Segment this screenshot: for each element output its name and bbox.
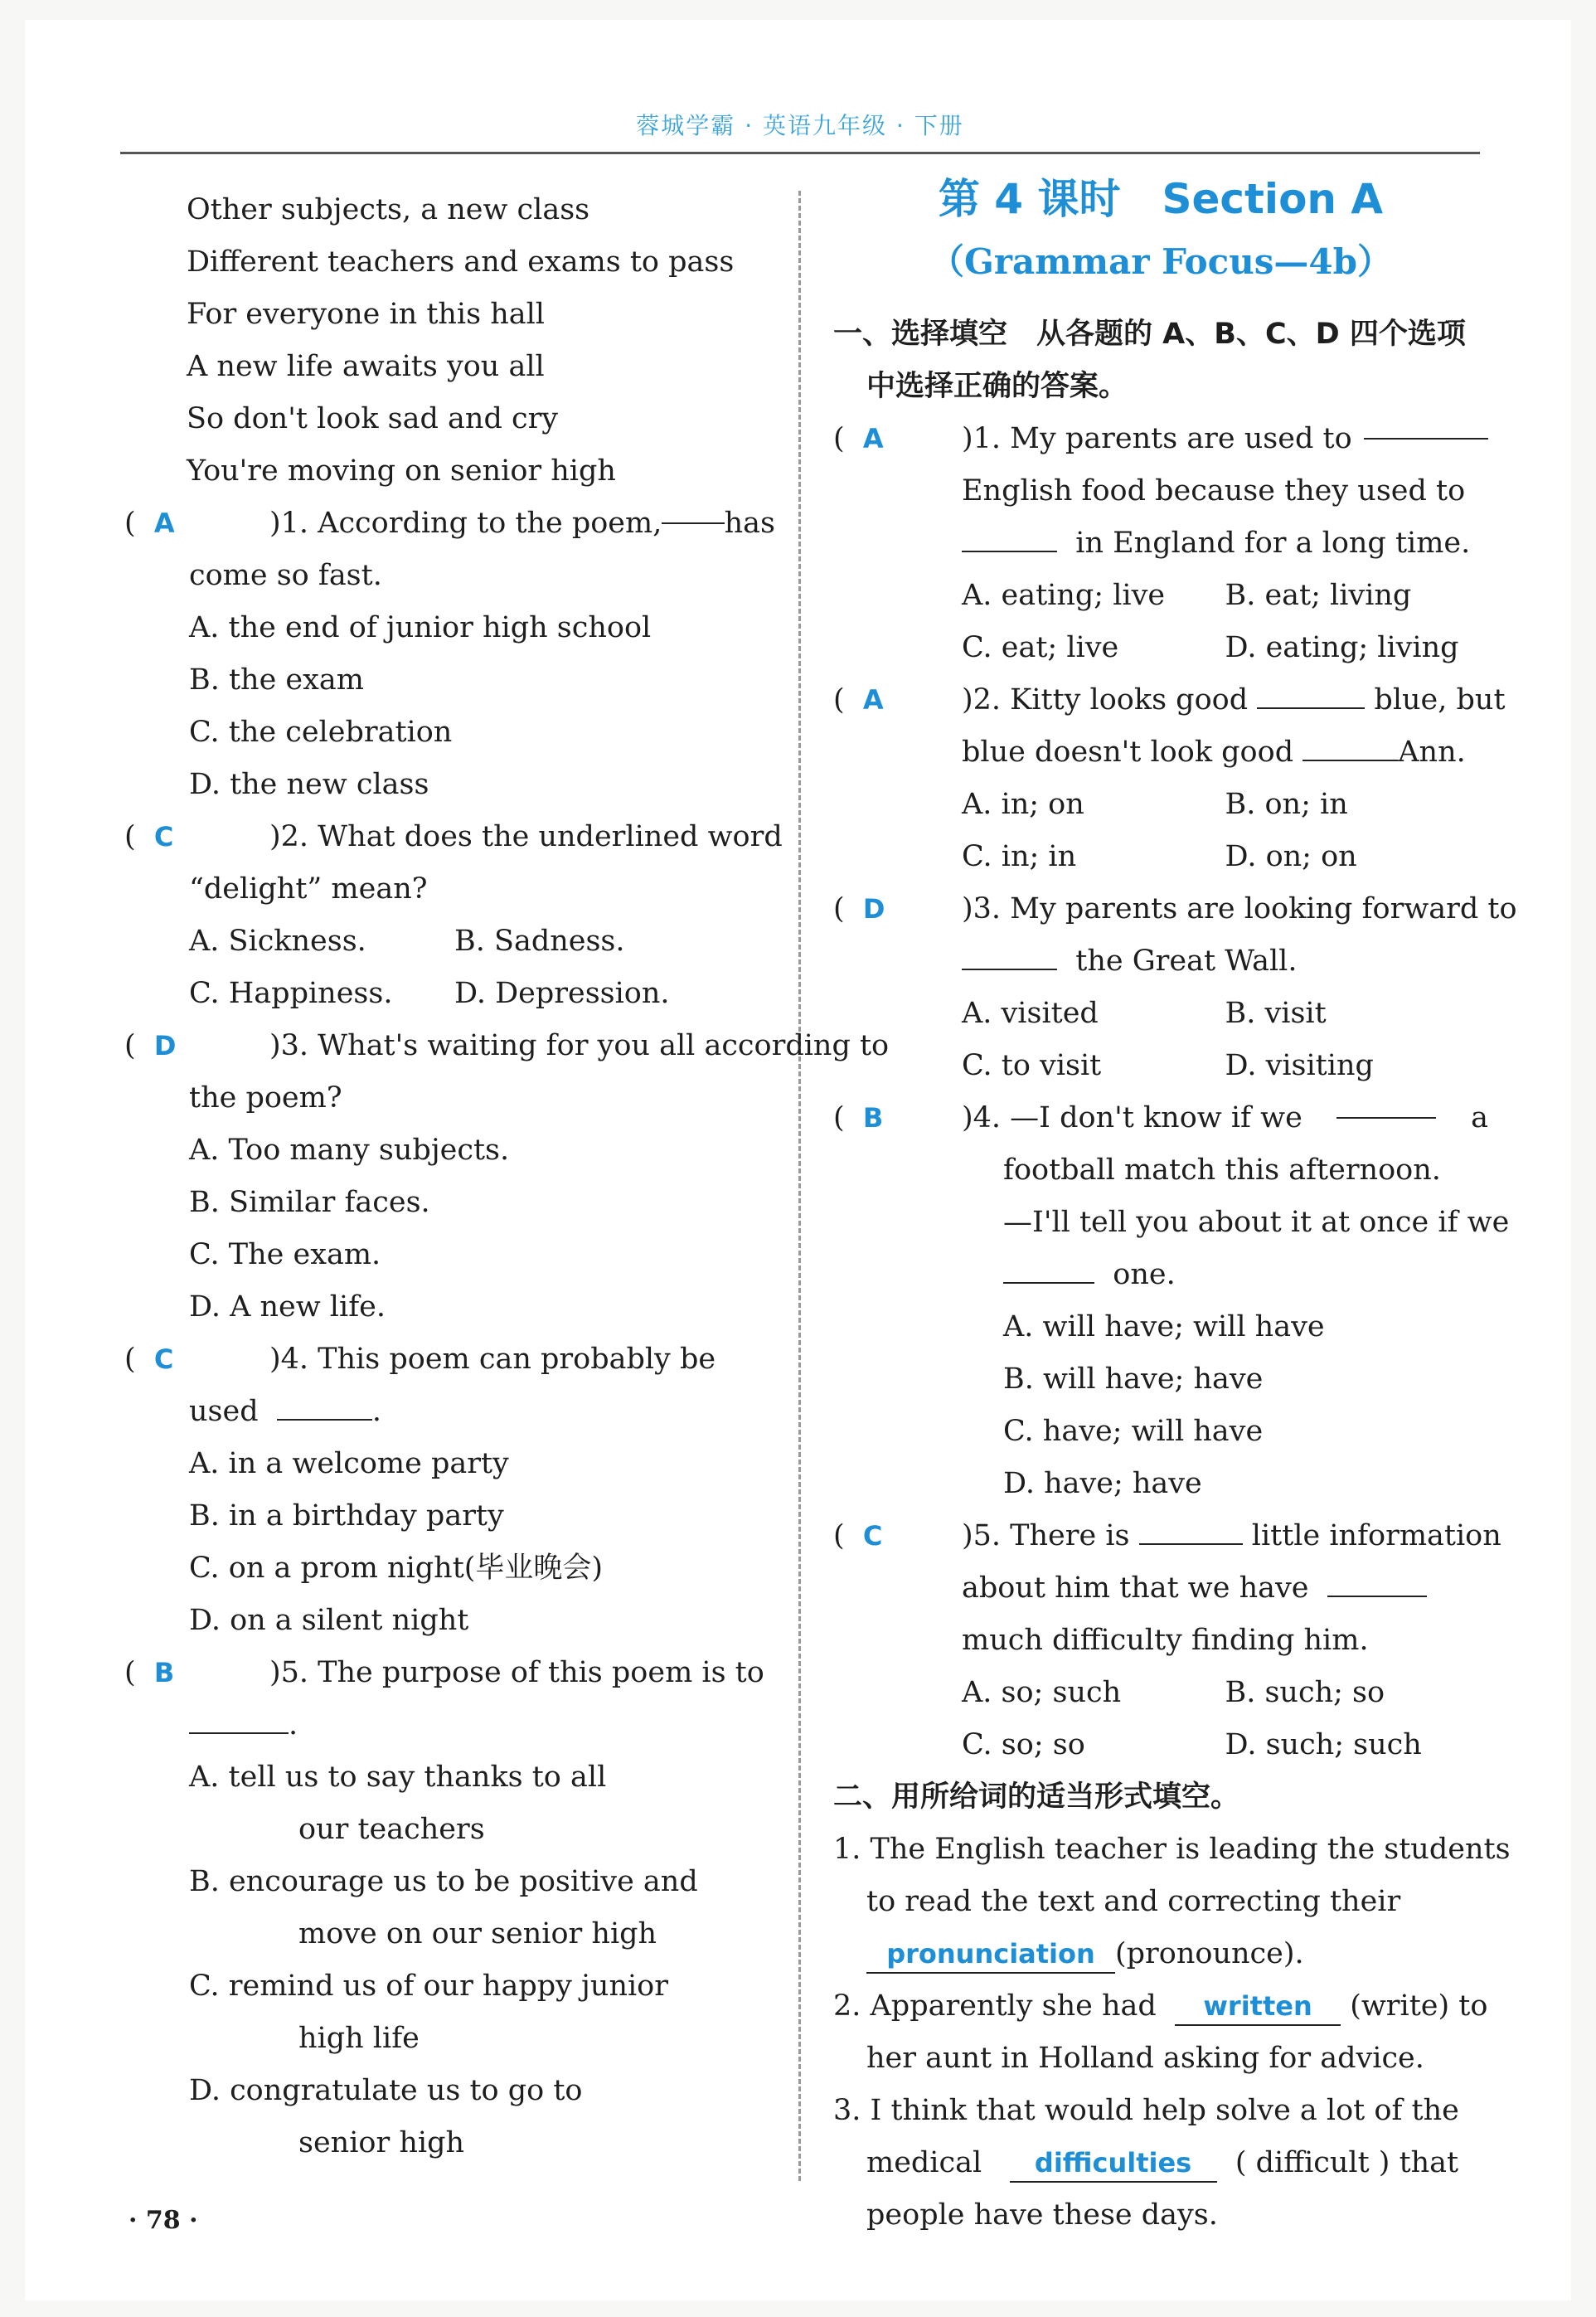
answer-blank xyxy=(962,944,1057,970)
page-header: 蓉城学霸 · 英语九年级 · 下册 xyxy=(636,112,964,139)
lesson-title: 第 4 课时 Section A xyxy=(938,175,1384,223)
option: B. visit xyxy=(1225,997,1327,1030)
question-4: ( C )4. This poem can probably be xyxy=(124,1343,716,1376)
option: A. tell us to say thanks to all xyxy=(189,1761,607,1794)
left-column: Other subjects, a new class Different teachers and exams to pass For everyone in this hall A new life awaits you all So don't look sad and cry You're moving on senior high ( A )1. According to the poem, has come so fast. A. the end of junior high school B. the exam C. the celebration D. the new class ( C )2. What does the underlined word “delight” mean? A. Sickness. B. Sadness. C. Happiness. D. Depression. ( D )3. What's waiting for you all according to the poem? A. Too many subjects. B. Similar faces. C. The exam. D. A new life. ( C )4. This poem can probably be used . A. in a welcome party B. in a birthday party C. on a prom night(毕业晚会) D. on a silent night ( B )5. The purpose of this poem is to . A. tell us to say thanks to all our teachers B. encourage us to be positive and move on our senior high C. remind us of our happy junior high life D. congratulate us to go to senior high xyxy=(124,184,775,2169)
options-row xyxy=(124,968,775,1020)
fill-answer-2: written xyxy=(1175,1988,1341,2026)
option: D. A new life. xyxy=(189,1290,386,1324)
option: D. the new class xyxy=(189,768,429,801)
poem-line: For everyone in this hall xyxy=(187,298,545,331)
fill-answer-1: pronunciation xyxy=(866,1936,1115,1974)
option: C. remind us of our happy junior xyxy=(189,1970,668,2003)
option: D. congratulate us to go to xyxy=(189,2074,583,2107)
question-3: ( D )3. What's waiting for you all according to xyxy=(124,1029,890,1062)
options-row xyxy=(833,1667,1488,1719)
mc-question-5: ( C )5. There is little information xyxy=(833,1519,1501,1552)
answer-mc3: D xyxy=(862,893,885,925)
option: D. on; on xyxy=(1225,840,1357,873)
answer-mc1: A xyxy=(862,423,884,454)
header-rule xyxy=(120,152,1480,154)
option: C. eat; live xyxy=(962,631,1119,664)
mc-question-2: ( A )2. Kitty looks good blue, but xyxy=(833,683,1506,716)
option: C. Happiness. xyxy=(189,977,393,1010)
answer-blank xyxy=(1139,1518,1243,1545)
answer-q4: C xyxy=(153,1343,174,1375)
options-row xyxy=(124,916,775,968)
option: A. in; on xyxy=(962,788,1084,821)
fill-question-2: 2. Apparently she had written (write) to xyxy=(833,1980,1488,2033)
poem-line: Other subjects, a new class xyxy=(187,193,590,226)
option: C. so; so xyxy=(962,1728,1085,1761)
answer-blank xyxy=(189,1707,289,1734)
option: B. eat; living xyxy=(1225,579,1412,612)
poem-line: A new life awaits you all xyxy=(187,350,545,383)
poem-line: You're moving on senior high xyxy=(187,454,616,488)
option: A. eating; live xyxy=(962,579,1166,612)
option: A. in a welcome party xyxy=(189,1447,509,1480)
poem-line: So don't look sad and cry xyxy=(187,402,559,435)
answer-q5: B xyxy=(153,1657,175,1688)
poem-line: Different teachers and exams to pass xyxy=(187,245,735,279)
option: B. on; in xyxy=(1225,788,1348,821)
answer-q1: A xyxy=(153,508,175,539)
answer-blank xyxy=(662,498,724,524)
fill-answer-3: difficulties xyxy=(1010,2145,1217,2183)
answer-q2: C xyxy=(153,821,174,852)
option: C. The exam. xyxy=(189,1238,381,1271)
option: B. will have; have xyxy=(1003,1363,1264,1396)
answer-blank xyxy=(962,526,1057,552)
options-row xyxy=(833,779,1488,831)
option: B. in a birthday party xyxy=(189,1499,504,1533)
answer-blank xyxy=(1364,413,1488,440)
question-1: ( A )1. According to the poem, has xyxy=(124,498,775,550)
option: D. have; have xyxy=(1003,1467,1202,1500)
fill-question-1: 1. The English teacher is leading the students xyxy=(833,1833,1511,1866)
option: A. visited xyxy=(962,997,1099,1030)
option: D. Depression. xyxy=(454,977,670,1010)
mc-question-3: ( D )3. My parents are looking forward to xyxy=(833,892,1517,925)
option: A. Too many subjects. xyxy=(189,1134,510,1167)
option: B. such; so xyxy=(1225,1676,1385,1709)
option: A. Sickness. xyxy=(189,925,366,958)
option: C. on a prom night(毕业晚会) xyxy=(189,1552,604,1585)
options-row xyxy=(833,831,1488,883)
option: B. Similar faces. xyxy=(189,1186,430,1219)
question-5: ( B )5. The purpose of this poem is to xyxy=(124,1656,764,1689)
option: C. to visit xyxy=(962,1049,1102,1082)
option: A. so; such xyxy=(962,1676,1122,1709)
option: B. the exam xyxy=(189,663,364,697)
section-1-heading: 一、选择填空 从各题的 A、B、C、D 四个选项 xyxy=(833,318,1466,351)
mc-question-1: ( A )1. My parents are used to xyxy=(833,413,1488,465)
answer-blank xyxy=(1257,682,1365,709)
option: C. in; in xyxy=(962,840,1077,873)
answer-mc2: A xyxy=(862,684,884,716)
option: D. visiting xyxy=(1225,1049,1374,1082)
option: C. the celebration xyxy=(189,716,453,749)
answer-mc5: C xyxy=(862,1520,883,1552)
answer-q3: D xyxy=(153,1030,177,1061)
page-number: · 78 · xyxy=(129,2206,198,2235)
mc-question-4: ( B )4. —I don't know if we a xyxy=(833,1092,1488,1144)
fill-question-3: 3. I think that would help solve a lot of the xyxy=(833,2094,1459,2127)
lesson-subtitle: （Grammar Focus—4b） xyxy=(929,241,1392,282)
answer-blank xyxy=(1336,1092,1436,1119)
options-row xyxy=(833,570,1488,622)
option: A. the end of junior high school xyxy=(189,611,652,644)
option: B. encourage us to be positive and xyxy=(189,1865,698,1898)
options-row xyxy=(833,622,1488,674)
option: B. Sadness. xyxy=(454,925,625,958)
column-divider xyxy=(798,191,801,2181)
answer-blank xyxy=(1003,1257,1094,1284)
option: A. will have; will have xyxy=(1003,1310,1325,1343)
answer-mc4: B xyxy=(862,1102,884,1134)
answer-blank xyxy=(1303,735,1398,761)
section-2-heading: 二、用所给词的适当形式填空。 xyxy=(833,1780,1240,1814)
option: D. eating; living xyxy=(1225,631,1459,664)
answer-blank xyxy=(1327,1571,1427,1597)
answer-blank xyxy=(277,1394,372,1421)
options-row xyxy=(833,988,1488,1040)
question-2: ( C )2. What does the underlined word xyxy=(124,820,783,853)
option: C. have; will have xyxy=(1003,1415,1264,1448)
option: D. on a silent night xyxy=(189,1604,469,1637)
right-column: 第 4 课时 Section A （Grammar Focus—4b） 一、选择填空 从各题的 A、B、C、D 四个选项 中选择正确的答案。 ( A )1. My parents are used to English food because they used to in England for a long time. A. eating; live B. eat; living C. eat; live D. eating; living ( A )2. Kitty looks good blue, but blue doesn't look good Ann. A. in; on B. on; in C. in; in D. on; on ( D )3. My parents are looking forward to the Great Wall. A. visited B. visit C. to visit D. visiting ( B )4. —I don't know if we a football match this afternoon. —I'll tell you about it at once if we one. A. will have; will have B. will have; have C. have; will have D. have; have ( C )5. There is little information about him that we have much difficulty finding him. A. so; such B. such; so C. so; so D. such; such 二、用所给词的适当形式填空。 1. The English teacher is leading the students to read the text and correcting their pronunciation (pronounce). 2. Apparently she had written (write) to her aunt in Holland asking for advice. 3. I think that would help solve a lot of the medical difficulties ( difficult ) that people have these days. xyxy=(833,166,1488,2242)
option: D. such; such xyxy=(1225,1728,1422,1761)
options-row xyxy=(833,1719,1488,1771)
options-row xyxy=(833,1040,1488,1092)
